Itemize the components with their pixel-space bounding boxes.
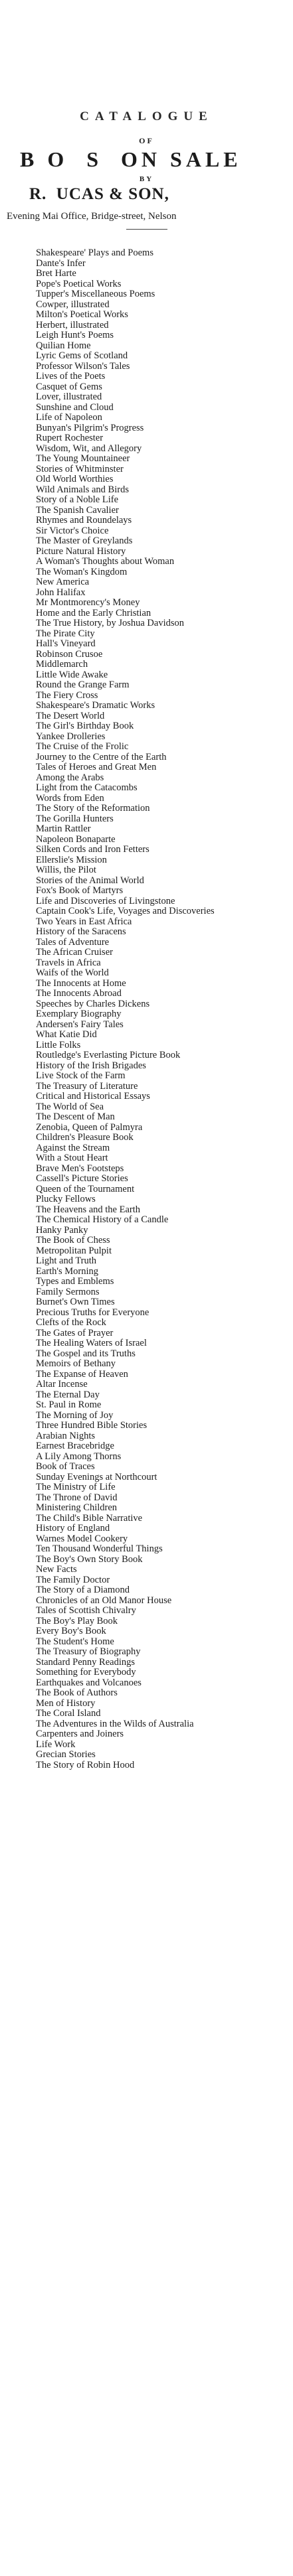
book-title: Rupert Rochester	[36, 433, 104, 443]
book-title: Lover, illustrated	[36, 392, 102, 402]
book-title: Sunday Evenings at Northcourt	[36, 1471, 157, 1482]
book-title: The Chemical History of a Candle	[36, 1214, 169, 1225]
publisher-name: R. UCAS & SON,	[29, 185, 169, 203]
divider-rule	[126, 229, 167, 230]
book-title: Ellerslie's Mission	[36, 854, 107, 865]
book-title: Andersen's Fairy Tales	[36, 1019, 124, 1030]
book-title: Standard Penny Readings	[36, 1656, 136, 1668]
book-title: Middlemarch	[36, 659, 88, 670]
book-title: Pope's Poetical Works	[36, 278, 122, 289]
book-title: Speeches by Charles Dickens	[36, 998, 150, 1009]
book-title: With a Stout Heart	[36, 1153, 108, 1163]
book-title: Stories of Whitminster	[36, 463, 124, 474]
book-title: Journey to the Centre of the Earth	[36, 751, 167, 762]
book-title: Casquet of Gems	[36, 381, 102, 392]
book-title: Clefts of the Rock	[36, 1317, 106, 1328]
book-title: Routledge's Everlasting Picture Book	[36, 1050, 181, 1060]
book-title: Earnest Bracebridge	[36, 1441, 114, 1451]
book-title: Bunyan's Pilgrim's Progress	[36, 422, 144, 433]
book-title: History of England	[36, 1523, 110, 1534]
book-title: Martin Rattler	[36, 823, 91, 834]
book-title: Yankee Drolleries	[36, 731, 106, 742]
book-title: Mr Montmorency's Money	[36, 597, 140, 608]
book-title: Arabian Nights	[36, 1430, 95, 1441]
book-title: Little Folks	[36, 1039, 81, 1050]
book-title: Words from Eden	[36, 792, 104, 804]
book-title: The Innocents at Home	[36, 977, 126, 989]
book-title: Rhymes and Roundelays	[36, 515, 132, 526]
book-title: Hall's Vineyard	[36, 638, 96, 649]
book-title: Two Years in East Africa	[36, 916, 132, 927]
book-title: The Healing Waters of Israel	[36, 1338, 147, 1348]
book-title: Something for Everybody	[36, 1667, 136, 1678]
book-title: The Book of Chess	[36, 1235, 110, 1246]
book-title: Zenobia, Queen of Palmyra	[36, 1121, 143, 1133]
book-title: The Cruise of the Frolic	[36, 741, 129, 752]
book-title: Wisdom, Wit, and Allegory	[36, 443, 142, 454]
book-title: Fox's Book of Martyrs	[36, 885, 124, 896]
book-title: Bret Harte	[36, 268, 76, 279]
book-title: Men of History	[36, 1697, 96, 1709]
book-title: Cassell's Picture Stories	[36, 1173, 128, 1184]
book-title: The Story of Robin Hood	[36, 1759, 135, 1770]
book-title: Picture Natural History	[36, 545, 126, 557]
book-title: Brave Men's Footsteps	[36, 1163, 124, 1174]
book-title: The Story of the Reformation	[36, 803, 150, 814]
book-title: Story of a Noble Life	[36, 494, 119, 505]
book-title: The Desert World	[36, 710, 105, 721]
book-title: Round the Grange Farm	[36, 680, 130, 690]
book-title: Willis, the Pilot	[36, 865, 96, 875]
book-title: Light and Truth	[36, 1255, 97, 1266]
book-title: Three Hundred Bible Stories	[36, 1420, 147, 1431]
book-title: Cowper, illustrated	[36, 299, 110, 310]
book-title: The Spanish Cavalier	[36, 504, 119, 516]
book-title: New Facts	[36, 1564, 77, 1575]
book-title: A Woman's Thoughts about Woman	[36, 556, 175, 567]
book-title: Tupper's Miscellaneous Poems	[36, 289, 155, 299]
book-title: Lyric Gems of Scotland	[36, 350, 128, 361]
book-title: Silken Cords and Iron Fetters	[36, 844, 149, 855]
book-title: Children's Pleasure Book	[36, 1132, 134, 1143]
book-title: Memoirs of Bethany	[36, 1358, 116, 1369]
book-title: Against the Stream	[36, 1142, 110, 1153]
book-title: Life of Napoleon	[36, 412, 102, 423]
book-title: Robinson Crusoe	[36, 648, 103, 660]
book-title: Shakespeare's Dramatic Works	[36, 700, 155, 711]
book-title: The Throne of David	[36, 1492, 118, 1503]
book-title: The Treasury of Literature	[36, 1080, 138, 1092]
book-title: Lives of the Poets	[36, 371, 106, 382]
book-title: The Book of Authors	[36, 1687, 118, 1698]
book-title: Hanky Panky	[36, 1224, 88, 1236]
book-title: The Pirate City	[36, 628, 95, 639]
book-title: Captain Cook's Life, Voyages and Discoveries	[36, 906, 215, 916]
book-title: The Student's Home	[36, 1636, 114, 1647]
book-title: Herbert, illustrated	[36, 319, 109, 330]
book-title: The Gospel and its Truths	[36, 1348, 136, 1359]
book-title: Metropolitan Pulpit	[36, 1245, 112, 1256]
book-title: Types and Emblems	[36, 1276, 114, 1287]
book-title: The Girl's Birthday Book	[36, 721, 134, 731]
book-title: Grecian Stories	[36, 1749, 96, 1760]
book-title: The World of Sea	[36, 1101, 104, 1112]
book-title: History of the Irish Brigades	[36, 1060, 146, 1071]
book-title: Live Stock of the Farm	[36, 1070, 126, 1081]
book-title: Sunshine and Cloud	[36, 401, 114, 413]
book-title: Quilian Home	[36, 340, 91, 351]
book-title: Chronicles of an Old Manor House	[36, 1595, 172, 1606]
book-title: The Young Mountaineer	[36, 453, 130, 464]
catalogue-heading: CATALOGUE	[80, 109, 213, 123]
book-title: Among the Arabs	[36, 772, 104, 783]
book-title: The Story of a Diamond	[36, 1585, 130, 1595]
publisher-address: Evening Mai Office, Bridge-street, Nelson	[7, 211, 177, 222]
book-title: The African Cruiser	[36, 947, 113, 958]
by-heading: BY	[139, 175, 154, 183]
book-title: A Lily Among Thorns	[36, 1451, 122, 1462]
book-title: Tales of Heroes and Great Men	[36, 762, 157, 772]
book-title: The Gates of Prayer	[36, 1327, 114, 1338]
book-title: Precious Truths for Everyone	[36, 1307, 149, 1318]
book-title: Life and Discoveries of Livingstone	[36, 895, 175, 906]
book-title: Ten Thousand Wonderful Things	[36, 1543, 163, 1554]
book-title: Dante's Infer	[36, 257, 86, 269]
book-title: Altar Incense	[36, 1379, 88, 1390]
book-title: The Family Doctor	[36, 1574, 110, 1585]
book-title: John Halifax	[36, 587, 86, 598]
book-title: Home and the Early Christian	[36, 607, 151, 618]
book-title: Plucky Fellows	[36, 1194, 96, 1204]
book-title: Tales of Scottish Chivalry	[36, 1605, 136, 1616]
book-title: The Adventures in the Wilds of Australia	[36, 1718, 194, 1729]
book-title: Tales of Adventure	[36, 936, 110, 948]
book-title: What Katie Did	[36, 1029, 97, 1040]
book-title: The Gorilla Hunters	[36, 813, 114, 824]
book-title: The Woman's Kingdom	[36, 566, 128, 577]
book-title: Carpenters and Joiners	[36, 1729, 124, 1739]
book-title: The True History, by Joshua Davidson	[36, 618, 185, 628]
of-heading: OF	[139, 136, 154, 145]
book-title: Sir Victor's Choice	[36, 525, 109, 536]
book-title: Life Work	[36, 1739, 76, 1750]
book-title: The Coral Island	[36, 1708, 101, 1719]
book-title: Waifs of the World	[36, 967, 109, 978]
book-title: Little Wide Awake	[36, 669, 108, 680]
book-title: Stories of the Animal World	[36, 875, 144, 886]
book-title: The Child's Bible Narrative	[36, 1512, 143, 1524]
books-on-sale-heading: B O S ON SALE	[20, 147, 242, 171]
book-title: Family Sermons	[36, 1286, 100, 1297]
book-title: The Expanse of Heaven	[36, 1368, 128, 1380]
book-title: Wild Animals and Birds	[36, 484, 129, 495]
book-title: Book of Traces	[36, 1461, 95, 1472]
book-title: The Fiery Cross	[36, 689, 98, 701]
book-title: The Descent of Man	[36, 1111, 115, 1122]
book-title: The Eternal Day	[36, 1389, 100, 1400]
book-title: Warnes Model Cookery	[36, 1533, 128, 1544]
book-title: Professor Wilson's Tales	[36, 360, 130, 372]
book-title: Travels in Africa	[36, 957, 101, 968]
book-title: Burnet's Own Times	[36, 1297, 115, 1307]
book-list	[36, 248, 292, 1770]
book-title: Earth's Morning	[36, 1265, 99, 1277]
book-title: Leigh Hunt's Poems	[36, 330, 114, 340]
book-title: Exemplary Biography	[36, 1009, 122, 1019]
book-title: The Boy's Play Book	[36, 1615, 118, 1626]
book-title: Every Boy's Book	[36, 1626, 106, 1636]
book-title: Ministering Children	[36, 1502, 118, 1513]
book-title: St. Paul in Rome	[36, 1399, 102, 1410]
book-title: The Innocents Abroad	[36, 988, 122, 999]
book-title: Old World Worthies	[36, 474, 114, 484]
book-title: Shakespeare' Plays and Poems	[36, 248, 153, 258]
book-title: Napoleon Bonaparte	[36, 833, 116, 845]
book-title: The Heavens and the Earth	[36, 1204, 141, 1215]
book-title: Light from the Catacombs	[36, 782, 138, 793]
book-title: The Treasury of Biography	[36, 1646, 141, 1657]
book-title: History of the Saracens	[36, 926, 126, 937]
book-title: The Master of Greylands	[36, 536, 133, 546]
book-title: Earthquakes and Volcanoes	[36, 1677, 142, 1688]
book-title: The Ministry of Life	[36, 1482, 116, 1492]
book-title: Queen of the Tournament	[36, 1183, 135, 1194]
book-title: The Boy's Own Story Book	[36, 1553, 143, 1565]
book-title: The Morning of Joy	[36, 1409, 114, 1421]
book-title: Critical and Historical Essays	[36, 1091, 150, 1102]
book-title: New America	[36, 577, 90, 587]
book-title: Milton's Poetical Works	[36, 309, 128, 320]
